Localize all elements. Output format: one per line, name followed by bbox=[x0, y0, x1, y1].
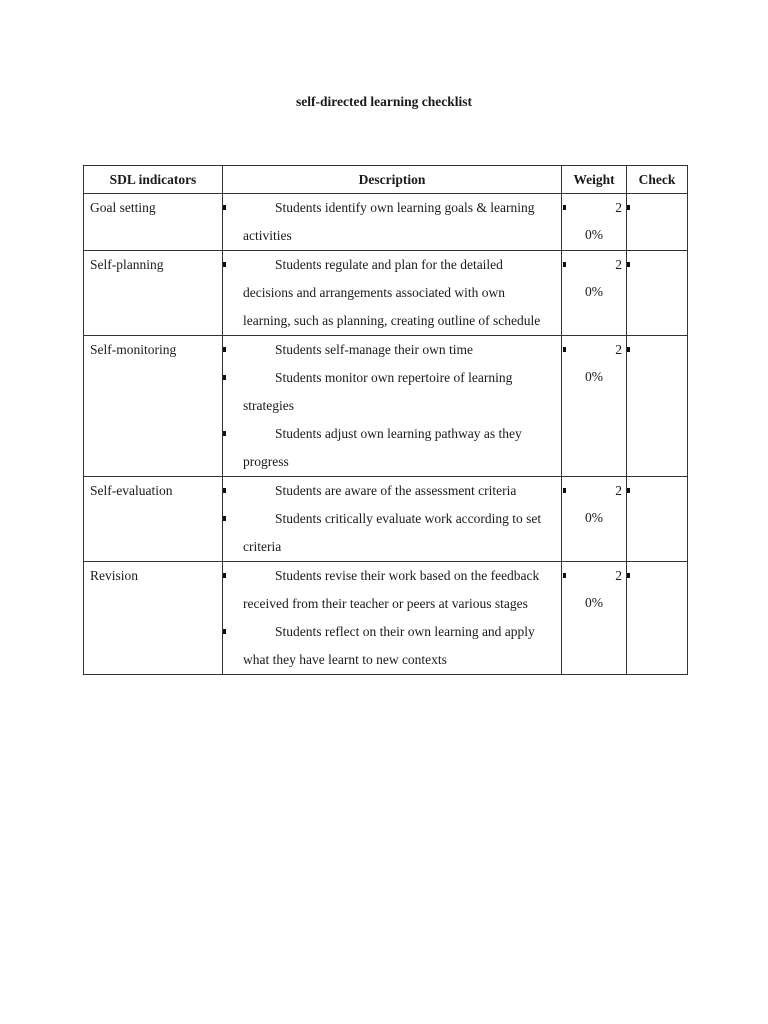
check-cell[interactable] bbox=[627, 477, 688, 562]
document-title: self-directed learning checklist bbox=[296, 94, 472, 109]
description-text: Students critically evaluate work according to set criteria bbox=[243, 511, 542, 554]
description-item bbox=[223, 194, 553, 250]
description-cell bbox=[223, 194, 562, 251]
sdl-indicator-cell: Self-evaluation bbox=[84, 477, 223, 562]
weight-value-part-2: 0% bbox=[585, 369, 603, 384]
check-cell[interactable] bbox=[627, 251, 688, 336]
description-text: Students adjust own learning pathway as they progress bbox=[243, 426, 522, 469]
description-text: Students are aware of the assessment criteria bbox=[275, 483, 517, 498]
description-text: Students reflect on their own learning and apply what they have learnt to new contexts bbox=[243, 624, 535, 667]
description-item bbox=[223, 420, 553, 476]
check-cell[interactable] bbox=[627, 336, 688, 477]
square-bullet-icon bbox=[627, 347, 630, 352]
header-weight: Weight bbox=[562, 166, 627, 194]
check-cell[interactable] bbox=[627, 562, 688, 675]
description-cell bbox=[223, 477, 562, 562]
weight-value-part-2: 0% bbox=[585, 227, 603, 242]
description-text: Students revise their work based on the feedback received from their teacher or peers at various stages bbox=[243, 568, 540, 611]
square-bullet-icon bbox=[223, 347, 226, 352]
sdl-indicator-cell: Self-planning bbox=[84, 251, 223, 336]
table-row bbox=[84, 194, 688, 251]
square-bullet-icon bbox=[627, 488, 630, 493]
weight-value-part-1: 2 bbox=[615, 568, 622, 583]
description-item bbox=[223, 251, 553, 335]
description-item bbox=[223, 364, 553, 420]
header-sdl-indicators: SDL indicators bbox=[84, 166, 223, 194]
weight-cell bbox=[562, 194, 627, 251]
square-bullet-icon bbox=[627, 573, 630, 578]
description-item bbox=[223, 505, 553, 561]
square-bullet-icon bbox=[563, 488, 566, 493]
description-cell bbox=[223, 251, 562, 336]
square-bullet-icon bbox=[223, 205, 226, 210]
description-item bbox=[223, 562, 553, 618]
weight-value-part-1: 2 bbox=[615, 342, 622, 357]
square-bullet-icon bbox=[223, 629, 226, 634]
description-text: Students monitor own repertoire of learning strategies bbox=[243, 370, 513, 413]
description-cell bbox=[223, 562, 562, 675]
weight-value-part-2: 0% bbox=[585, 595, 603, 610]
square-bullet-icon bbox=[223, 573, 226, 578]
description-text: Students identify own learning goals & learning activities bbox=[243, 200, 535, 243]
weight-cell bbox=[562, 562, 627, 675]
weight-value-part-1: 2 bbox=[615, 200, 622, 215]
description-item bbox=[223, 618, 553, 674]
weight-cell bbox=[562, 251, 627, 336]
square-bullet-icon bbox=[223, 375, 226, 380]
square-bullet-icon bbox=[223, 431, 226, 436]
description-text: Students regulate and plan for the detailed decisions and arrangements associated with own learning, such as planning, creating outline of schedule bbox=[243, 257, 541, 328]
square-bullet-icon bbox=[223, 262, 226, 267]
description-item bbox=[223, 477, 553, 505]
sdl-indicator-cell: Revision bbox=[84, 562, 223, 675]
description-text: Students self-manage their own time bbox=[275, 342, 473, 357]
square-bullet-icon bbox=[563, 205, 566, 210]
weight-value-part-1: 2 bbox=[615, 257, 622, 272]
weight-cell bbox=[562, 336, 627, 477]
check-cell[interactable] bbox=[627, 194, 688, 251]
weight-value-part-1: 2 bbox=[615, 483, 622, 498]
weight-cell bbox=[562, 477, 627, 562]
square-bullet-icon bbox=[223, 516, 226, 521]
sdl-checklist-table bbox=[83, 165, 688, 675]
weight-value-part-2: 0% bbox=[585, 510, 603, 525]
square-bullet-icon bbox=[223, 488, 226, 493]
table-row bbox=[84, 562, 688, 675]
table-header-row bbox=[84, 166, 688, 194]
header-check: Check bbox=[627, 166, 688, 194]
description-cell bbox=[223, 336, 562, 477]
weight-value-part-2: 0% bbox=[585, 284, 603, 299]
square-bullet-icon bbox=[627, 262, 630, 267]
table-row bbox=[84, 251, 688, 336]
table-row bbox=[84, 336, 688, 477]
square-bullet-icon bbox=[563, 262, 566, 267]
sdl-indicator-cell: Goal setting bbox=[84, 194, 223, 251]
table-row bbox=[84, 477, 688, 562]
header-description: Description bbox=[223, 166, 562, 194]
square-bullet-icon bbox=[563, 347, 566, 352]
square-bullet-icon bbox=[627, 205, 630, 210]
square-bullet-icon bbox=[563, 573, 566, 578]
sdl-indicator-cell: Self-monitoring bbox=[84, 336, 223, 477]
description-item bbox=[223, 336, 553, 364]
